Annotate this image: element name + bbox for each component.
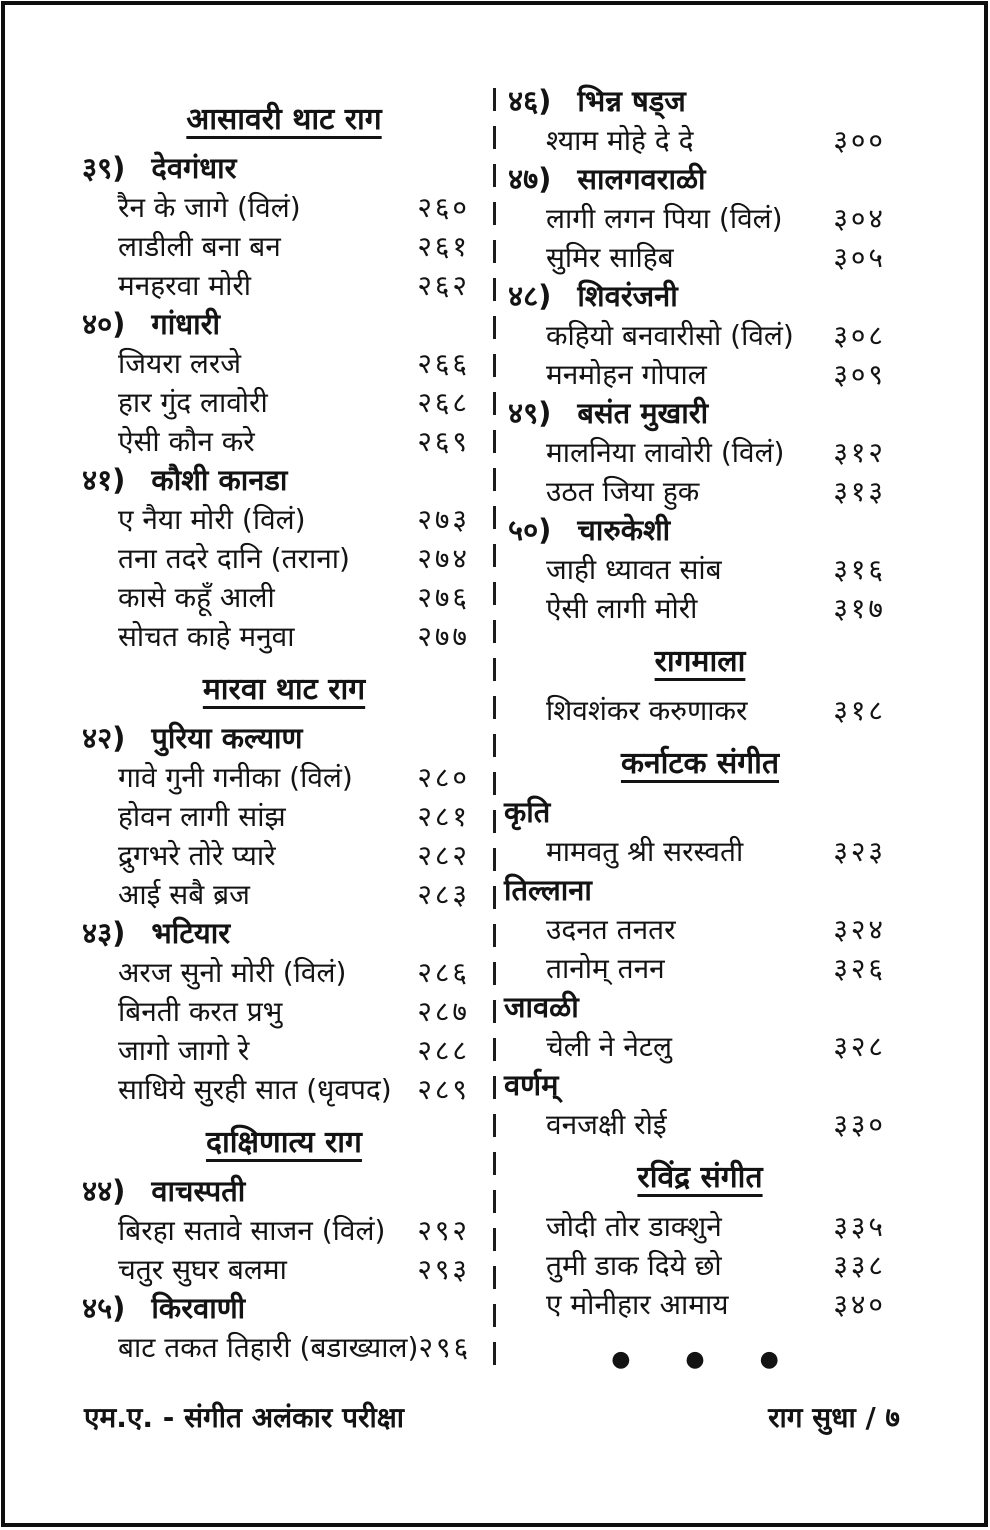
song-row (504, 910, 886, 949)
raga-number: ४५) (82, 1291, 126, 1325)
song-page-number: २६६ (417, 347, 470, 380)
song-title: उदनत तनतर (546, 913, 676, 946)
song-page-number: ३३० (833, 1108, 886, 1141)
song-row (62, 344, 470, 383)
song-page-number: ३२४ (833, 913, 886, 946)
toc-section-header-text: रविंद्र संगीत (637, 1160, 763, 1195)
raga-name: बसंत मुखारी (577, 396, 709, 430)
raga-number: ४३) (82, 916, 126, 950)
song-title: तना तदरे दानि (तराना) (118, 542, 350, 575)
song-row (62, 578, 470, 617)
column-divider-dashed-line (493, 88, 496, 1380)
toc-section-header-text: दाक्षिणात्य राग (206, 1125, 362, 1160)
song-title: ए नैया मोरी (विलं) (118, 503, 306, 536)
song-title: अरज सुनो मोरी (विलं) (118, 956, 347, 989)
subcategory-heading (504, 871, 886, 910)
raga-entry (62, 461, 470, 500)
footer-exam-label: एम.ए. - संगीत अलंकार परीक्षा (84, 1401, 405, 1434)
song-title: तानोम् तनन (546, 952, 665, 985)
song-title: सोचत काहे मनुवा (118, 620, 295, 653)
song-title: होवन लागी सांझ (118, 800, 286, 833)
subcategory-heading (504, 988, 886, 1027)
song-row (62, 227, 470, 266)
song-row (62, 500, 470, 539)
song-page-number: ३२३ (833, 835, 886, 868)
song-row (62, 875, 470, 914)
song-row (504, 1105, 886, 1144)
song-title: बाट तकत तिहारी (बडाख्याल) (118, 1331, 419, 1364)
song-page-number: २९३ (417, 1253, 470, 1286)
song-title: बिनती करत प्रभु (118, 995, 283, 1028)
song-title: मामवतु श्री सरस्वती (546, 835, 744, 868)
song-row (504, 199, 886, 238)
song-page-number: ३१८ (833, 694, 886, 727)
toc-section-header (504, 744, 886, 783)
footer-book-title-page-number: राग सुधा / ७ (768, 1401, 900, 1434)
raga-number: ४२) (82, 721, 126, 755)
end-dots-glyph: ● ● ● (611, 1347, 803, 1372)
raga-entry (504, 82, 886, 121)
toc-column-right (504, 82, 886, 1379)
song-title: शिवशंकर करुणाकर (546, 694, 748, 727)
song-page-number: २८७ (417, 995, 470, 1028)
song-page-number: २९६ (418, 1331, 472, 1364)
raga-name: कौशी कानडा (151, 463, 288, 497)
song-page-number: ३०० (833, 124, 886, 157)
song-page-number: ३१७ (833, 592, 886, 625)
song-page-number: ३०८ (833, 319, 886, 352)
toc-section-header-text: आसावरी थाट राग (186, 102, 382, 137)
song-title: कासे कहूँ आली (118, 581, 275, 614)
raga-name: भटियार (151, 916, 231, 950)
raga-name: देवगंधार (151, 151, 237, 185)
raga-name: सालगवराळी (577, 162, 706, 196)
song-page-number: २८९ (417, 1073, 470, 1106)
song-row (62, 1211, 470, 1250)
song-page-number: ३१६ (833, 553, 886, 586)
song-page-number: २८० (417, 761, 470, 794)
song-title: जोदी तोर डाक्शुने (546, 1210, 722, 1243)
song-title: ऐसी लागी मोरी (546, 592, 698, 625)
raga-number: ४८) (508, 279, 552, 313)
song-title: वनजक्षी रोई (546, 1108, 667, 1141)
raga-name: वाचस्पती (151, 1174, 246, 1208)
raga-entry (62, 1289, 470, 1328)
raga-name: गांधारी (151, 307, 220, 341)
song-row (62, 617, 470, 656)
song-row (504, 691, 886, 730)
toc-section-header (62, 670, 470, 709)
song-page-number: २८६ (417, 956, 470, 989)
song-title: ए मोनीहार आमाय (546, 1288, 729, 1321)
song-title: गावे गुनी गनीका (विलं) (118, 761, 353, 794)
raga-name: किरवाणी (151, 1291, 246, 1325)
raga-number: ४१) (82, 463, 126, 497)
song-title: जागो जागो रे (118, 1034, 250, 1067)
song-title: चेली ने नेटलु (546, 1030, 672, 1063)
song-row (62, 188, 470, 227)
toc-section-header-text: रागमाला (654, 644, 746, 679)
song-page-number: २८१ (417, 800, 470, 833)
raga-entry (504, 160, 886, 199)
song-page-number: २६१ (417, 230, 470, 263)
subcategory-heading-text: जावळी (504, 990, 579, 1024)
song-row (504, 238, 886, 277)
song-title: श्याम मोहे दे दे (546, 124, 694, 157)
raga-number: ५०) (508, 513, 552, 547)
song-title: हार गुंद लावोरी (118, 386, 268, 419)
raga-entry (62, 149, 470, 188)
song-page-number: २७३ (417, 503, 470, 536)
song-row (62, 1031, 470, 1070)
raga-name: शिवरंजनी (577, 279, 678, 313)
toc-section-header-text: कर्नाटक संगीत (620, 746, 780, 781)
song-page-number: ३०५ (833, 241, 886, 274)
song-title: जियरा लरजे (118, 347, 242, 380)
song-row (504, 550, 886, 589)
song-row (62, 1070, 470, 1109)
song-row (62, 797, 470, 836)
toc-section-header-text: मारवा थाट राग (202, 672, 366, 707)
toc-section-header (62, 100, 470, 139)
song-title: जाही ध्यावत सांब (546, 553, 722, 586)
song-page-number: ३१२ (833, 436, 886, 469)
song-title: मालनिया लावोरी (विलं) (546, 436, 785, 469)
song-page-number: २८२ (417, 839, 470, 872)
raga-number: ४७) (508, 162, 552, 196)
song-row (62, 266, 470, 305)
song-page-number: २८३ (417, 878, 470, 911)
song-title: कहियो बनवारीसो (विलं) (546, 319, 794, 352)
song-row (504, 1207, 886, 1246)
song-page-number: २७४ (417, 542, 470, 575)
subcategory-heading (504, 1066, 886, 1105)
song-row (62, 758, 470, 797)
song-row (62, 422, 470, 461)
raga-entry (62, 1172, 470, 1211)
song-row (62, 953, 470, 992)
song-page-number: २७६ (417, 581, 470, 614)
toc-section-header (504, 642, 886, 681)
song-row (62, 539, 470, 578)
song-title: मनमोहन गोपाल (546, 358, 707, 391)
song-row (504, 832, 886, 871)
song-title: द्रुगभरे तोरे प्यारे (118, 839, 276, 872)
song-row (504, 1285, 886, 1324)
subcategory-heading-text: कृति (504, 795, 551, 829)
song-row (62, 1328, 470, 1367)
song-row (504, 316, 886, 355)
song-page-number: २८८ (417, 1034, 470, 1067)
song-title: बिरहा सतावे साजन (विलं) (118, 1214, 386, 1247)
song-row (504, 949, 886, 988)
raga-number: ४६) (508, 84, 552, 118)
subcategory-heading-text: तिल्लाना (504, 873, 592, 907)
song-title: ऐसी कौन करे (118, 425, 255, 458)
raga-entry (62, 719, 470, 758)
song-row (504, 1246, 886, 1285)
song-title: मनहरवा मोरी (118, 269, 252, 302)
song-page-number: २६० (417, 191, 470, 224)
song-page-number: २६९ (417, 425, 470, 458)
song-page-number: ३२६ (833, 952, 886, 985)
song-page-number: ३१३ (833, 475, 886, 508)
end-of-contents-dots (504, 1340, 886, 1379)
raga-name: चारुकेशी (577, 513, 671, 547)
song-row (504, 472, 886, 511)
raga-name: पुरिया कल्याण (151, 721, 303, 755)
song-page-number: २९२ (417, 1214, 470, 1247)
toc-column-left (62, 86, 470, 1367)
raga-entry (504, 277, 886, 316)
song-title: आई सबै ब्रज (118, 878, 250, 911)
song-title: रैन के जागे (विलं) (118, 191, 301, 224)
song-row (62, 1250, 470, 1289)
song-title: लागी लगन पिया (विलं) (546, 202, 783, 235)
song-row (504, 121, 886, 160)
page-footer (84, 1398, 900, 1436)
raga-number: ४९) (508, 396, 552, 430)
song-title: चतुर सुघर बलमा (118, 1253, 287, 1286)
raga-number: ४०) (82, 307, 126, 341)
song-page-number: २६२ (417, 269, 470, 302)
song-row (62, 992, 470, 1031)
raga-number: ३९) (82, 151, 126, 185)
song-title: उठत जिया हुक (546, 475, 700, 508)
song-page-number: ३३५ (833, 1210, 886, 1243)
raga-number: ४४) (82, 1174, 126, 1208)
toc-section-header (504, 1158, 886, 1197)
song-row (504, 355, 886, 394)
raga-entry (62, 305, 470, 344)
song-page-number: ३२८ (833, 1030, 886, 1063)
song-title: सुमिर साहिब (546, 241, 674, 274)
song-page-number: ३३८ (833, 1249, 886, 1282)
raga-name: भिन्न षड्ज (577, 84, 686, 118)
song-page-number: ३०९ (833, 358, 886, 391)
song-page-number: ३०४ (833, 202, 886, 235)
raga-entry (62, 914, 470, 953)
subcategory-heading-text: वर्णम् (504, 1068, 559, 1102)
subcategory-heading (504, 793, 886, 832)
raga-entry (504, 394, 886, 433)
song-page-number: २७७ (417, 620, 470, 653)
song-row (62, 836, 470, 875)
song-row (62, 383, 470, 422)
song-page-number: २६८ (417, 386, 470, 419)
song-title: लाडीली बना बन (118, 230, 281, 263)
song-title: साधिये सुरही सात (धृवपद) (118, 1073, 392, 1106)
song-row (504, 433, 886, 472)
song-page-number: ३४० (833, 1288, 886, 1321)
raga-entry (504, 511, 886, 550)
song-title: तुमी डाक दिये छो (546, 1249, 722, 1282)
toc-section-header (62, 1123, 470, 1162)
song-row (504, 589, 886, 628)
song-row (504, 1027, 886, 1066)
